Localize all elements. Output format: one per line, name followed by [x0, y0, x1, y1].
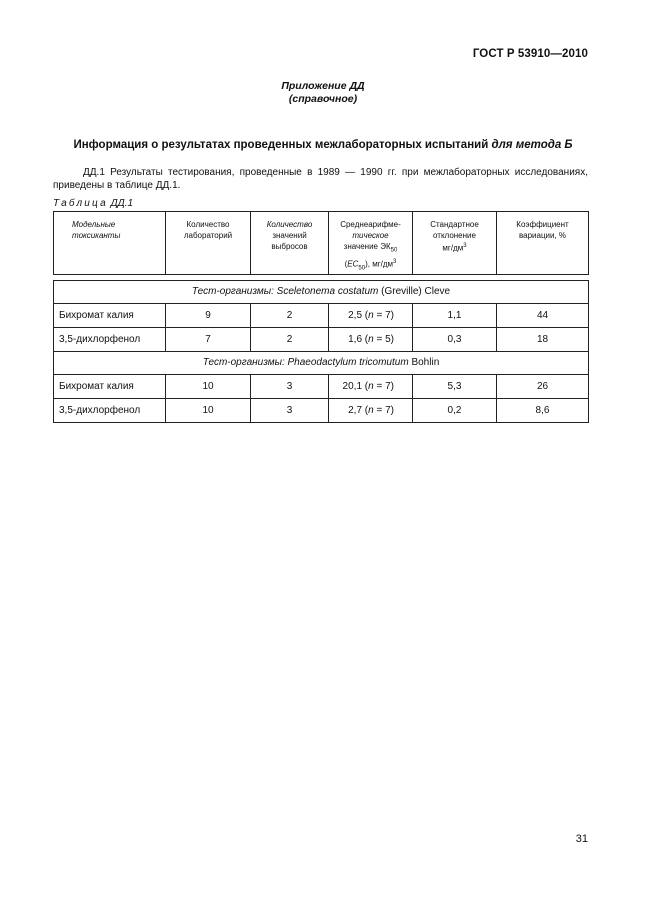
table-caption [53, 198, 133, 209]
heading-italic: для метода Б [491, 139, 573, 151]
group-row-phaeodactylum: Тест-организмы: Phaeodactylum tricomutum Bohlin [54, 351, 589, 374]
col-header-mean: Среднеарифме- тическое значение $ЭК_{50}$ $(EC_{50})$, $мг/дм^3$ [329, 212, 413, 275]
appendix-name: Приложение ДД [281, 80, 365, 92]
heading-main: Информация о результатах проведенных межлабораторных испытаний [73, 139, 489, 151]
col-header-sd: Стандартное отклонение $мг/дм^3$ [413, 212, 497, 275]
table-caption-word: Таблица [53, 198, 108, 209]
page-number: 31 [575, 833, 588, 845]
appendix-title [0, 80, 646, 106]
document-code: ГОСТ Р 53910—2010 [472, 48, 588, 60]
table-row: 3,5-дихлорфенол 7 2 1,6 (n = 5) 0,3 18 [54, 327, 589, 351]
table-header-row [54, 212, 589, 275]
col-header-labs: Количество лабораторий [166, 212, 251, 275]
body-paragraph [53, 166, 588, 192]
col-header-outliers: Количество значений выбросов [251, 212, 329, 275]
col-header-cv: Коэффициент вариации, % [497, 212, 589, 275]
appendix-type: (справочное) [288, 93, 358, 105]
col-header-toxicants: Модельные токсиканты [54, 212, 166, 275]
results-table [53, 211, 589, 423]
table-row: Бихромат калия 10 3 20,1 (n = 7) 5,3 26 [54, 374, 589, 398]
section-heading [0, 139, 646, 151]
table-caption-id: ДД.1 [110, 198, 134, 209]
table-row: Бихромат калия 9 2 2,5 (n = 7) 1,1 44 [54, 303, 589, 327]
paragraph-text: ДД.1 Результаты тестирования, проведенные в 1989 — 1990 гг. при межлабораторных исследованиях, приведены в таблице ДД.1. [53, 167, 588, 191]
group-row-sceletonema: Тест-организмы: Sceletonema costatum (Greville) Cleve [54, 280, 589, 303]
table-row: 3,5-дихлорфенол 10 3 2,7 (n = 7) 0,2 8,6 [54, 398, 589, 422]
